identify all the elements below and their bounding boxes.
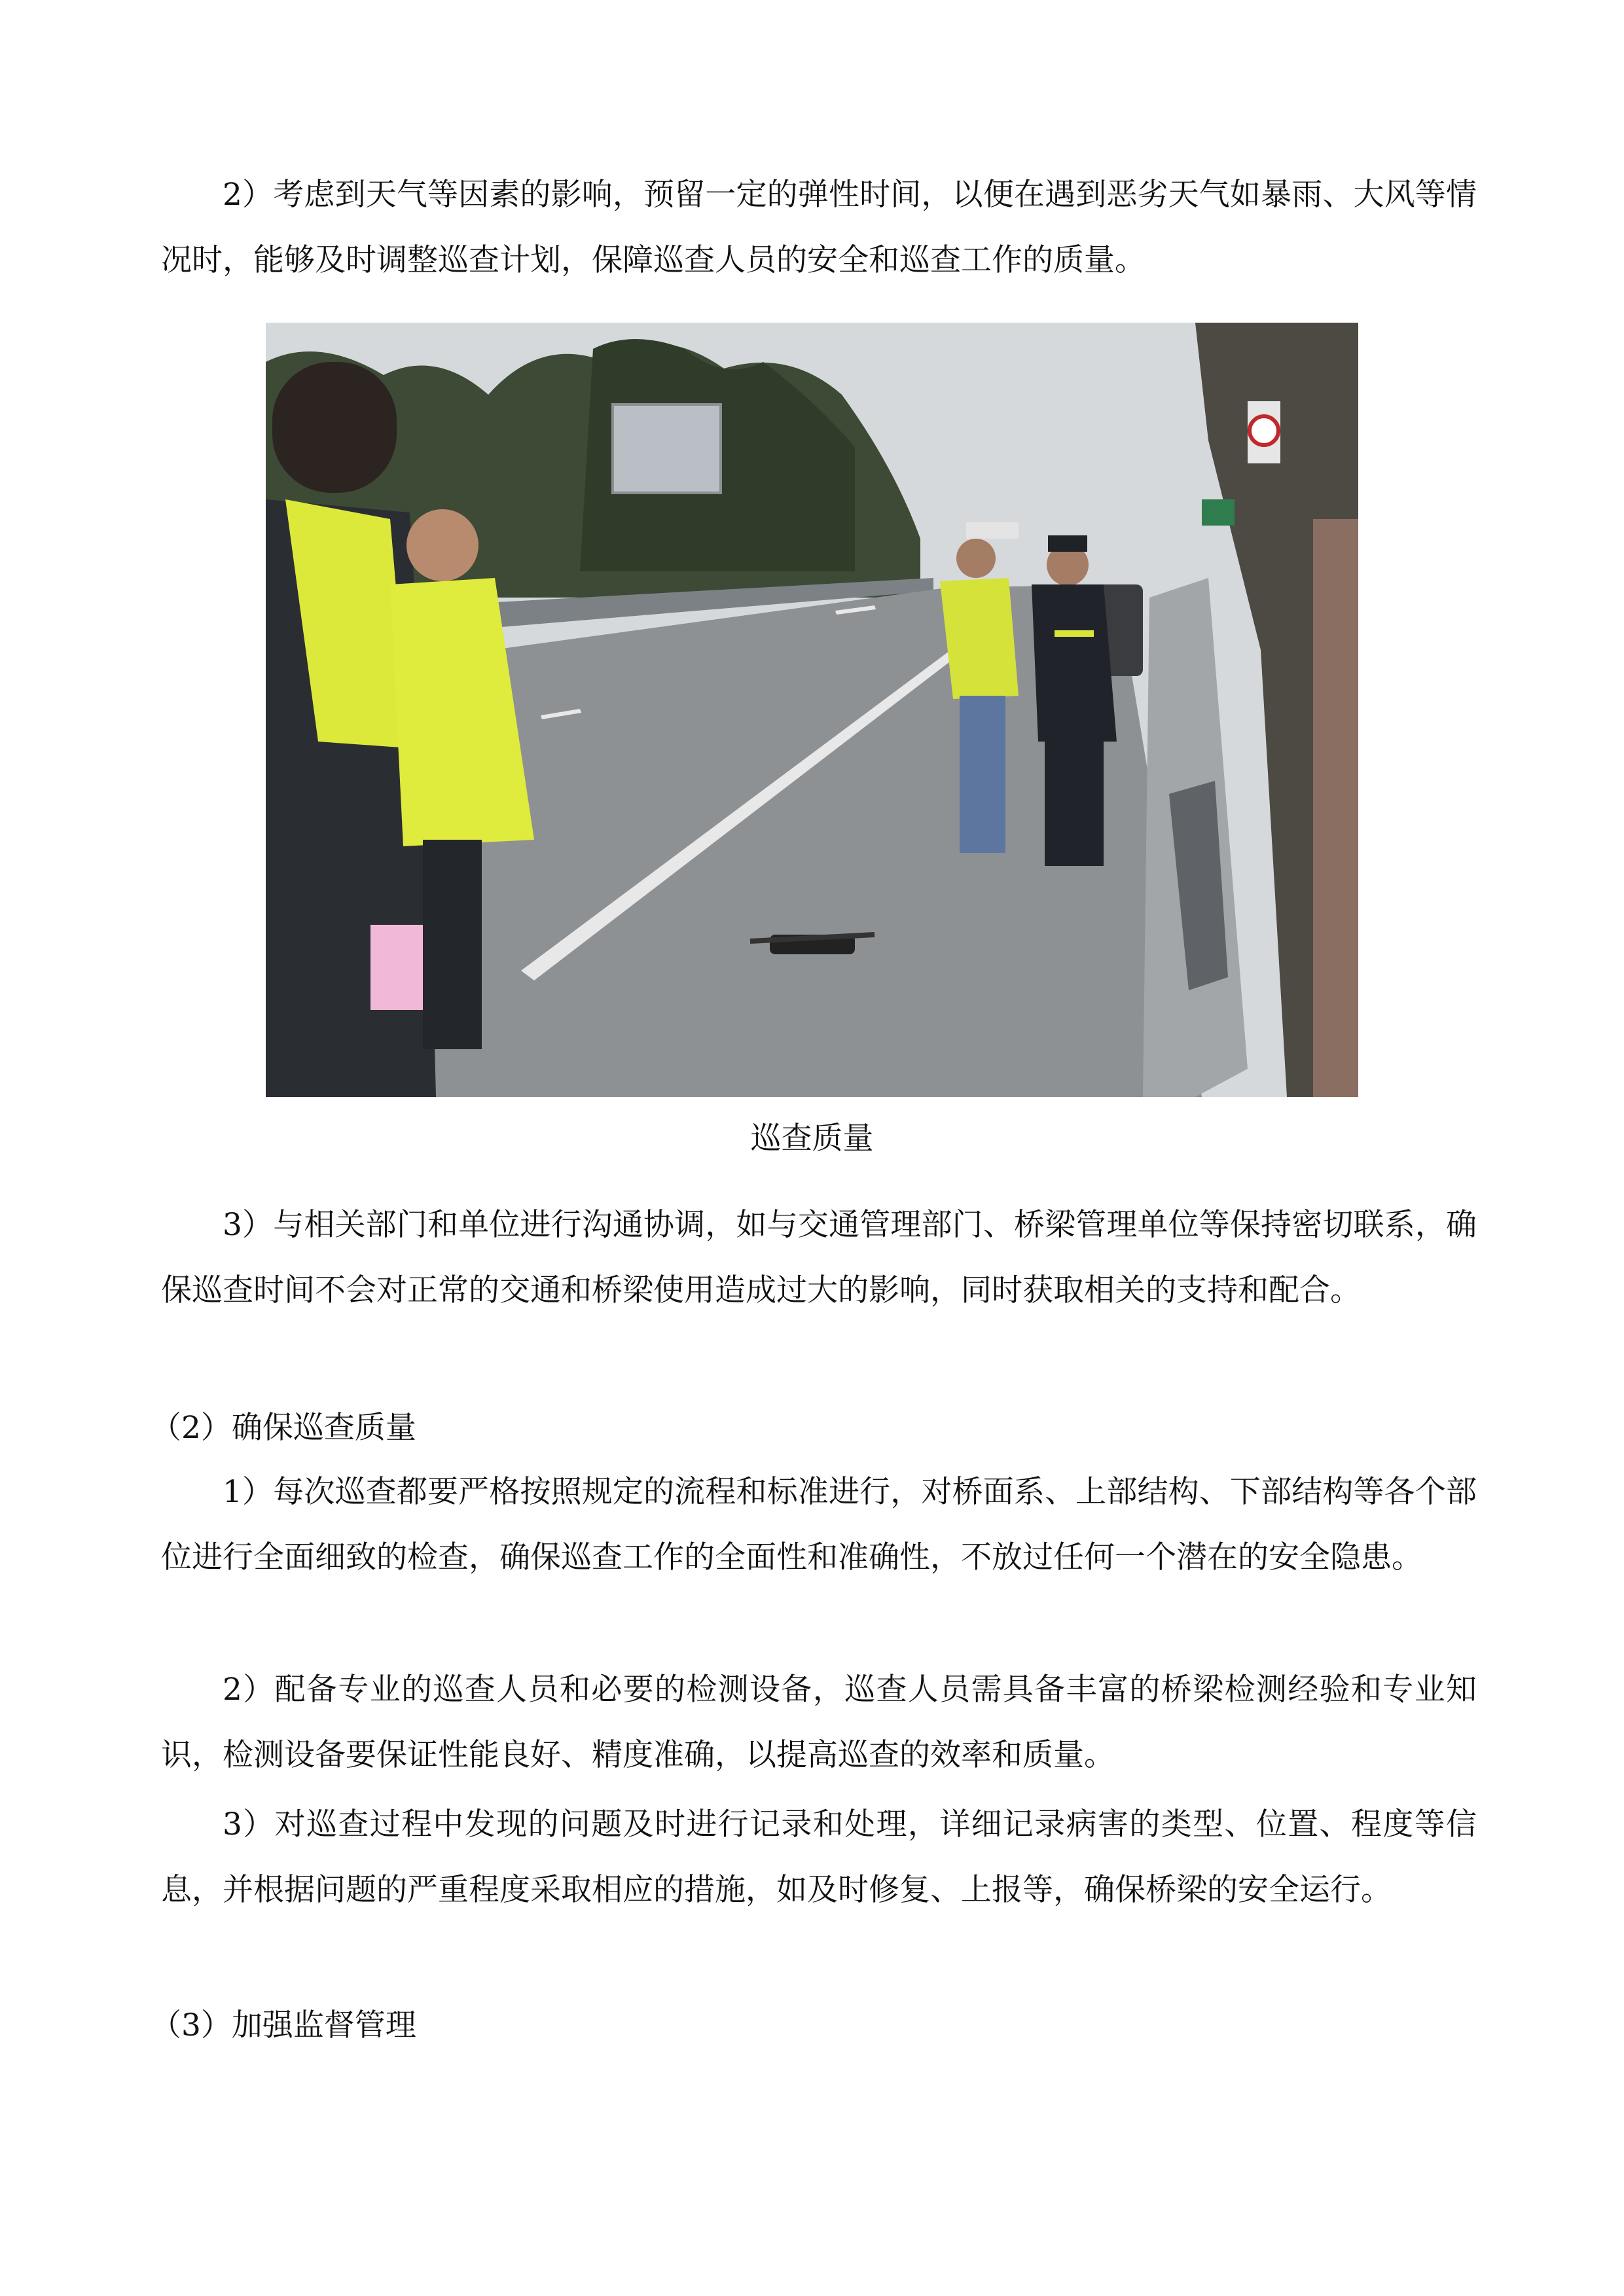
inspection-photo — [266, 323, 1358, 1097]
figure-caption: 巡查质量 — [750, 1121, 874, 1157]
paragraph-record-handling: 3）对巡查过程中发现的问题及时进行记录和处理，详细记录病害的类型、位置、程度等信息，并根据问题的严重程度采取相应的措施，如及时修复、上报等，确保桥梁的安全运行。 — [161, 1806, 1477, 1908]
section-heading-supervision: （3）加强监督管理 — [151, 2007, 416, 2043]
section-heading-quality: （2）确保巡查质量 — [151, 1410, 416, 1446]
paragraph-standard-process: 1）每次巡查都要严格按照规定的流程和标准进行，对桥面系、上部结构、下部结构等各个部位进行全面细致的检查，确保巡查工作的全面性和准确性，不放过任何一个潜在的安全隐患。 — [161, 1474, 1477, 1575]
paragraph-professional-staff: 2）配备专业的巡查人员和必要的检测设备，巡查人员需具备丰富的桥梁检测经验和专业知识，检测设备要保证性能良好、精度准确，以提高巡查的效率和质量。 — [161, 1672, 1477, 1773]
paragraph-coordination: 3）与相关部门和单位进行沟通协调，如与交通管理部门、桥梁管理单位等保持密切联系，确保巡查时间不会对正常的交通和桥梁使用造成过大的影响，同时获取相关的支持和配合。 — [161, 1207, 1477, 1308]
paragraph-weather-flexibility: 2）考虑到天气等因素的影响，预留一定的弹性时间，以便在遇到恶劣天气如暴雨、大风等情况时，能够及时调整巡查计划，保障巡查人员的安全和巡查工作的质量。 — [161, 177, 1477, 278]
